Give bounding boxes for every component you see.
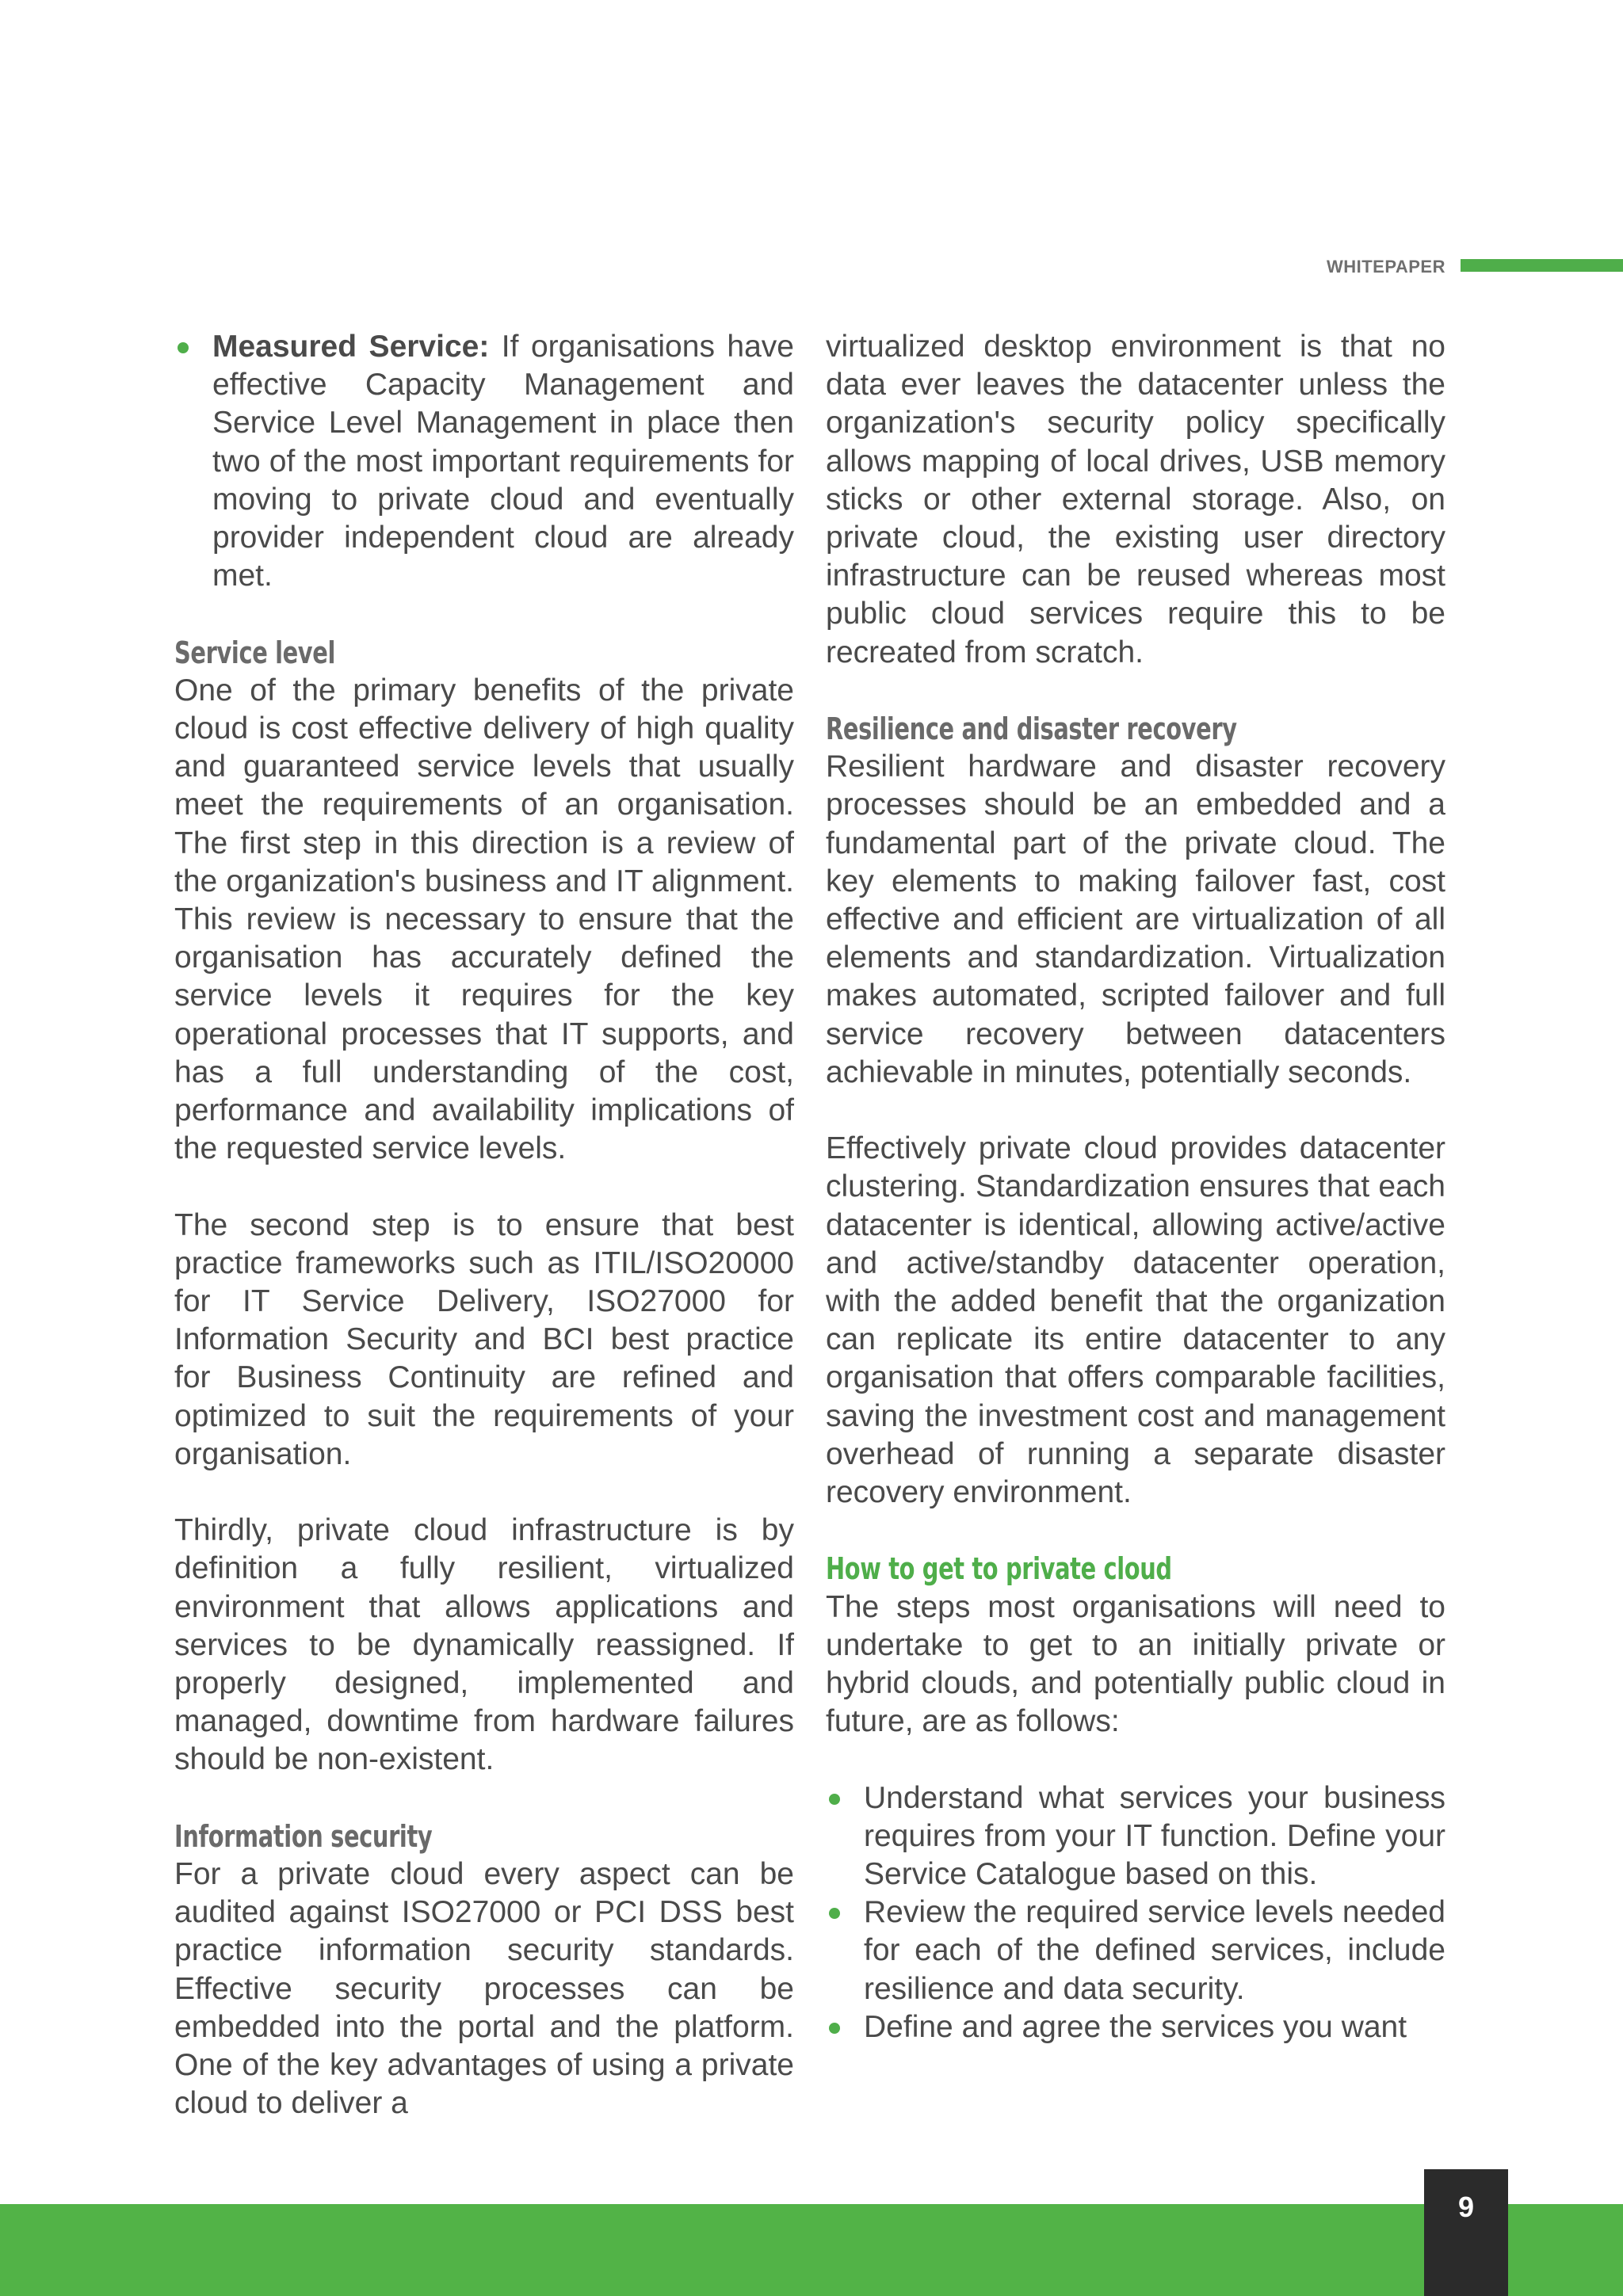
list-item [826,1779,1445,1894]
resilience-paragraph-2: Effectively private cloud provides datacenter clustering. Standardization ensures that each datacenter is identical, allowing active/active and active/standby datacenter operation, with the added benefit that the organization can replicate its entire datacenter to any organisation that offers comparable facilities, saving the investment cost and management overhead of running a separate disaster recovery environment. [826,1131,1445,1510]
header-label: WHITEPAPER [1326,257,1445,277]
page-number: 9 [1424,2169,1508,2296]
measured-service-lead: Measured Service: [212,330,490,364]
bullet-icon [829,2023,840,2034]
information-security-paragraph: For a private cloud every aspect can be audited against ISO27000 or PCI DSS best practice information security standards. Effective security processes can be embedded into the portal and the platform. One of the key advantages of using a private cloud to deliver a [174,1857,794,2121]
resilience-heading: Resilience and disaster recovery [826,711,1237,747]
measured-service-text: If organisations have effective Capacity Management and Service Level Management in place then two of the most important requirements for moving to private cloud and eventually provider independent cloud are already met. [212,330,794,593]
bullet-icon [829,1794,840,1805]
measured-service-list [174,328,794,595]
list-item [826,2008,1445,2046]
service-level-paragraph-3: Thirdly, private cloud infrastructure is by definition a fully resilient, virtualized environment that allows applications and services to be dynamically reassigned. If properly designed, implemented and managed, downtime from hardware failures should be non-existent. [174,1513,794,1777]
step-text: Understand what services your business requires from your IT function. Define your Service Catalogue based on this. [864,1780,1445,1892]
resilience-paragraph-1: Resilient hardware and disaster recovery processes should be an embedded and a fundamental part of the private cloud. The key elements to making failover fast, cost effective and efficient are virtualization of all elements and standardization. Virtualization makes automated, scripted failover and full service recovery between datacenters achievable in minutes, potentially seconds. [826,749,1445,1089]
how-to-heading: How to get to private cloud [826,1551,1172,1587]
footer-bar [0,2204,1623,2296]
how-to-intro: The steps most organisations will need to undertake to get to an initially private or hybrid clouds, and potentially public cloud in future, are as follows: [826,1589,1445,1739]
list-item [174,328,794,595]
steps-list [826,1779,1445,2046]
step-text: Define and agree the services you want [864,2009,1407,2044]
bullet-icon [829,1908,840,1919]
information-security-heading: Information security [174,1818,433,1854]
service-level-heading: Service level [174,635,335,670]
header-accent-bar [1461,259,1623,272]
bullet-icon [178,342,189,353]
list-item [826,1894,1445,2008]
service-level-paragraph-1: One of the primary benefits of the private cloud is cost effective delivery of high quality and guaranteed service levels that usually meet the requirements of an organisation. The first step in this direction is a review of the organization's business and IT alignment. This review is necessary to ensure that the organisation has accurately defined the service levels it requires for the key operational processes that IT supports, and has a full understanding of the cost, performance and availability implications of the requested service levels. [174,673,794,1166]
continuation-paragraph: virtualized desktop environment is that no data ever leaves the datacenter unless the organization's security policy specifically allows mapping of local drives, USB memory sticks or other external storage. Also, on private cloud, the existing user directory infrastructure can be reused whereas most public cloud services require this to be recreated from scratch. [826,330,1445,669]
right-column [826,328,1445,2084]
left-column [174,328,794,2122]
step-text: Review the required service levels needed for each of the defined services, include resilience and data security. [864,1895,1445,2006]
service-level-paragraph-2: The second step is to ensure that best practice frameworks such as ITIL/ISO20000 for IT Service Delivery, ISO27000 for Information Security and BCI best practice for Business Continuity are refined and optimized to suit the requirements of your organisation. [174,1207,794,1471]
